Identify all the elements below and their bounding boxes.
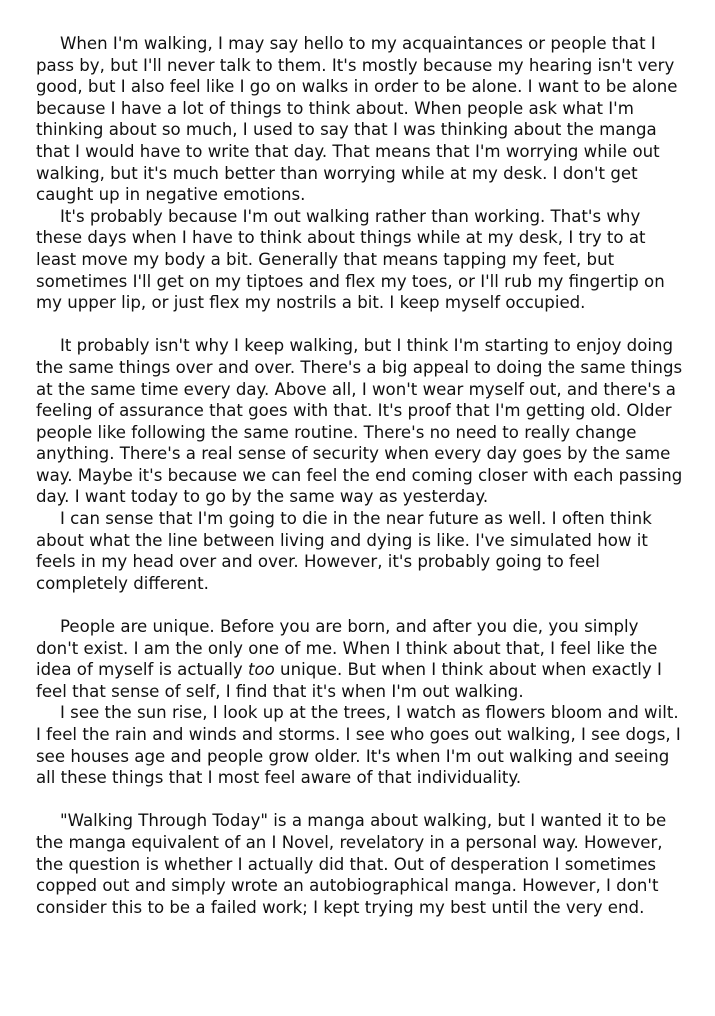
paragraph-routine: It probably isn't why I keep walking, but I think I'm starting to enjoy doing the same things over and over. There's a big appeal to doing the same things at the same time every day. Above all, I won't wear myself out, and there's a feeling of assurance that goes with that. It's proof that I'm getting old. Older people like following the same routine. There's no need to really change anything. There's a real sense of security when every day goes by the same way. Maybe it's because we can feel the end coming closer with each passing day. I want today to go by the same way as yesterday.: [36, 336, 683, 507]
paragraph-dying: I can sense that I'm going to die in the near future as well. I often think about what the line between living and dying is like. I've simulated how it feels in my head over and over. However, it's probably going to feel completely different.: [36, 509, 652, 593]
paragraph-unique-before: People are unique. Before you are born, and after you die, you simply don't exist. I am the only one of me. When I think about that, I feel like the idea of myself is actually: [36, 617, 658, 680]
emphasis-too: too: [247, 660, 275, 680]
document-page: [36, 33, 684, 918]
paragraph-gap: [36, 314, 684, 336]
paragraph-individuality: I see the sun rise, I look up at the trees, I watch as flowers bloom and wilt. I feel the rain and winds and storms. I see who goes out walking, I see dogs, I see houses age and people grow older. It's when I'm out walking and seeing all these things that I most feel aware of that individuality.: [36, 703, 681, 788]
paragraph-i-novel: "Walking Through Today" is a manga about walking, but I wanted it to be the manga equivalent of an I Novel, revelatory in a personal way. However, the question is whether I actually did that. Out of desperation I sometimes copped out and simply wrote an autobiographical manga. However, I don't consider this to be a failed work; I kept trying my best until the very end.: [36, 811, 667, 917]
paragraph-gap: [36, 789, 684, 811]
paragraph-gap: [36, 594, 684, 616]
paragraph-unique: [36, 616, 684, 702]
paragraph-unique-after: unique. But when I think about when exactly I feel that sense of self, I find that it's when I'm out walking.: [36, 660, 662, 701]
paragraph-desk-thinking: It's probably because I'm out walking rather than working. That's why these days when I have to think about things while at my desk, I try to at least move my body a bit. Generally that means tapping my feet, but sometimes I'll get on my tiptoes and flex my toes, or I'll rub my fingertip on my upper lip, or just flex my nostrils a bit. I keep myself occupied.: [36, 206, 665, 313]
paragraph-walking-alone: When I'm walking, I may say hello to my acquaintances or people that I pass by, but I'll never talk to them. It's mostly because my hearing isn't very good, but I also feel like I go on walks in order to be alone. I want to be alone because I have a lot of things to think about. When people ask what I'm thinking about so much, I used to say that I was thinking about the manga that I would have to write that day. That means that I'm worrying while out walking, but it's much better than worrying while at my desk. I don't get caught up in negative emotions.: [36, 34, 678, 205]
